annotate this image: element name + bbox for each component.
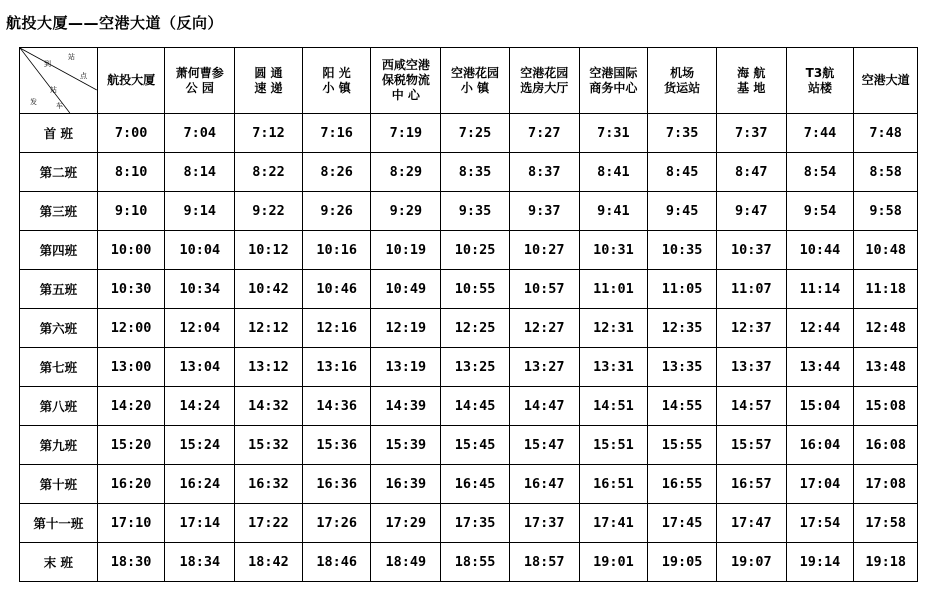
- time-cell: 16:39: [371, 465, 441, 504]
- time-cell: 13:00: [97, 348, 165, 387]
- time-cell: 15:55: [648, 426, 717, 465]
- station-header: [302, 48, 371, 114]
- trip-label: 第十班: [20, 465, 98, 504]
- trip-label: 第八班: [20, 387, 98, 426]
- corner-label: 点: [80, 72, 87, 80]
- time-cell: 8:35: [441, 153, 510, 192]
- time-cell: 7:00: [97, 114, 165, 153]
- time-cell: 13:48: [854, 348, 918, 387]
- time-cell: 11:01: [579, 270, 648, 309]
- time-cell: 11:05: [648, 270, 717, 309]
- time-cell: 10:19: [371, 231, 441, 270]
- time-cell: 7:48: [854, 114, 918, 153]
- table-row: [20, 426, 918, 465]
- time-cell: 17:54: [786, 504, 854, 543]
- time-cell: 14:55: [648, 387, 717, 426]
- time-cell: 14:32: [235, 387, 303, 426]
- station-name: 空港大道: [861, 73, 910, 87]
- time-cell: 12:16: [302, 309, 371, 348]
- time-cell: 13:04: [165, 348, 235, 387]
- time-cell: 12:31: [579, 309, 648, 348]
- table-row: [20, 192, 918, 231]
- time-cell: 7:37: [716, 114, 786, 153]
- time-cell: 13:25: [441, 348, 510, 387]
- time-cell: 10:42: [235, 270, 303, 309]
- time-cell: 16:45: [441, 465, 510, 504]
- time-cell: 8:22: [235, 153, 303, 192]
- time-cell: 16:24: [165, 465, 235, 504]
- time-cell: 19:14: [786, 543, 854, 582]
- time-cell: 9:10: [97, 192, 165, 231]
- table-row: [20, 348, 918, 387]
- time-cell: 14:47: [509, 387, 579, 426]
- time-cell: 13:16: [302, 348, 371, 387]
- station-header: [509, 48, 579, 114]
- time-cell: 19:07: [716, 543, 786, 582]
- time-cell: 13:44: [786, 348, 854, 387]
- time-cell: 16:47: [509, 465, 579, 504]
- trip-label: 第二班: [20, 153, 98, 192]
- time-cell: 17:10: [97, 504, 165, 543]
- time-cell: 17:37: [509, 504, 579, 543]
- time-cell: 14:57: [716, 387, 786, 426]
- trip-label: 第三班: [20, 192, 98, 231]
- time-cell: 10:31: [579, 231, 648, 270]
- time-cell: 18:34: [165, 543, 235, 582]
- time-cell: 10:25: [441, 231, 510, 270]
- time-cell: 19:18: [854, 543, 918, 582]
- time-cell: 7:44: [786, 114, 854, 153]
- time-cell: 10:34: [165, 270, 235, 309]
- time-cell: 14:20: [97, 387, 165, 426]
- time-cell: 18:49: [371, 543, 441, 582]
- time-cell: 12:19: [371, 309, 441, 348]
- trip-label: 第六班: [20, 309, 98, 348]
- time-cell: 8:26: [302, 153, 371, 192]
- time-cell: 18:57: [509, 543, 579, 582]
- timetable: [19, 47, 918, 582]
- time-cell: 16:36: [302, 465, 371, 504]
- header-row: [20, 48, 918, 114]
- time-cell: 19:01: [579, 543, 648, 582]
- time-cell: 10:27: [509, 231, 579, 270]
- station-header: [371, 48, 441, 114]
- time-cell: 10:55: [441, 270, 510, 309]
- corner-label: 站: [68, 53, 75, 61]
- trip-label: 第九班: [20, 426, 98, 465]
- time-cell: 10:04: [165, 231, 235, 270]
- time-cell: 17:14: [165, 504, 235, 543]
- time-cell: 12:48: [854, 309, 918, 348]
- time-cell: 8:47: [716, 153, 786, 192]
- time-cell: 8:37: [509, 153, 579, 192]
- time-cell: 13:19: [371, 348, 441, 387]
- page-title: 航投大厦——空港大道（反向）: [6, 14, 224, 32]
- time-cell: 17:29: [371, 504, 441, 543]
- time-cell: 17:47: [716, 504, 786, 543]
- station-name: 圆 通 速 递: [254, 65, 283, 95]
- time-cell: 11:18: [854, 270, 918, 309]
- time-cell: 9:22: [235, 192, 303, 231]
- time-cell: 10:12: [235, 231, 303, 270]
- time-cell: 17:41: [579, 504, 648, 543]
- corner-label: 到: [44, 60, 51, 68]
- time-cell: 15:24: [165, 426, 235, 465]
- time-cell: 7:35: [648, 114, 717, 153]
- time-cell: 7:27: [509, 114, 579, 153]
- corner-label: 发: [30, 98, 37, 106]
- corner-cell: [20, 48, 98, 114]
- time-cell: 7:19: [371, 114, 441, 153]
- time-cell: 10:48: [854, 231, 918, 270]
- station-header: [97, 48, 165, 114]
- table-row: [20, 543, 918, 582]
- time-cell: 9:41: [579, 192, 648, 231]
- trip-label: 第四班: [20, 231, 98, 270]
- time-cell: 9:14: [165, 192, 235, 231]
- time-cell: 8:14: [165, 153, 235, 192]
- time-cell: 10:44: [786, 231, 854, 270]
- time-cell: 9:47: [716, 192, 786, 231]
- time-cell: 17:08: [854, 465, 918, 504]
- time-cell: 16:08: [854, 426, 918, 465]
- table-row: [20, 270, 918, 309]
- time-cell: 16:51: [579, 465, 648, 504]
- time-cell: 7:31: [579, 114, 648, 153]
- corner-label: 站: [50, 86, 57, 94]
- station-name: 阳 光 小 镇: [322, 65, 351, 95]
- time-cell: 17:35: [441, 504, 510, 543]
- station-header: [786, 48, 854, 114]
- station-header: [165, 48, 235, 114]
- time-cell: 7:16: [302, 114, 371, 153]
- station-header: [716, 48, 786, 114]
- time-cell: 15:39: [371, 426, 441, 465]
- time-cell: 13:31: [579, 348, 648, 387]
- time-cell: 9:54: [786, 192, 854, 231]
- station-name: 空港花园 选房大厅: [520, 65, 569, 95]
- time-cell: 14:39: [371, 387, 441, 426]
- time-cell: 16:32: [235, 465, 303, 504]
- time-cell: 8:41: [579, 153, 648, 192]
- time-cell: 14:24: [165, 387, 235, 426]
- time-cell: 11:14: [786, 270, 854, 309]
- table-row: [20, 465, 918, 504]
- time-cell: 11:07: [716, 270, 786, 309]
- time-cell: 14:51: [579, 387, 648, 426]
- trip-label: 末 班: [20, 543, 98, 582]
- time-cell: 10:46: [302, 270, 371, 309]
- time-cell: 19:05: [648, 543, 717, 582]
- corner-label: 车: [56, 102, 63, 110]
- time-cell: 10:49: [371, 270, 441, 309]
- time-cell: 18:55: [441, 543, 510, 582]
- time-cell: 7:04: [165, 114, 235, 153]
- time-cell: 17:58: [854, 504, 918, 543]
- trip-label: 首 班: [20, 114, 98, 153]
- time-cell: 17:04: [786, 465, 854, 504]
- table-row: [20, 153, 918, 192]
- station-name: 空港国际 商务中心: [589, 65, 638, 95]
- time-cell: 12:12: [235, 309, 303, 348]
- time-cell: 12:27: [509, 309, 579, 348]
- time-cell: 10:30: [97, 270, 165, 309]
- time-cell: 15:47: [509, 426, 579, 465]
- time-cell: 18:42: [235, 543, 303, 582]
- time-cell: 17:45: [648, 504, 717, 543]
- time-cell: 12:37: [716, 309, 786, 348]
- time-cell: 14:36: [302, 387, 371, 426]
- time-cell: 13:12: [235, 348, 303, 387]
- time-cell: 12:25: [441, 309, 510, 348]
- station-header: [441, 48, 510, 114]
- time-cell: 12:04: [165, 309, 235, 348]
- time-cell: 8:45: [648, 153, 717, 192]
- station-header: [854, 48, 918, 114]
- time-cell: 8:58: [854, 153, 918, 192]
- time-cell: 10:57: [509, 270, 579, 309]
- time-cell: 9:37: [509, 192, 579, 231]
- time-cell: 10:16: [302, 231, 371, 270]
- time-cell: 10:00: [97, 231, 165, 270]
- time-cell: 12:35: [648, 309, 717, 348]
- time-cell: 7:25: [441, 114, 510, 153]
- time-cell: 9:35: [441, 192, 510, 231]
- time-cell: 9:45: [648, 192, 717, 231]
- time-cell: 9:26: [302, 192, 371, 231]
- station-header: [235, 48, 303, 114]
- time-cell: 12:00: [97, 309, 165, 348]
- time-cell: 16:20: [97, 465, 165, 504]
- time-cell: 13:35: [648, 348, 717, 387]
- time-cell: 8:10: [97, 153, 165, 192]
- time-cell: 13:37: [716, 348, 786, 387]
- station-name: 航投大厦: [107, 73, 156, 87]
- time-cell: 8:54: [786, 153, 854, 192]
- time-cell: 7:12: [235, 114, 303, 153]
- station-name: 机场 货运站: [664, 65, 701, 95]
- station-header: [648, 48, 717, 114]
- time-cell: 15:04: [786, 387, 854, 426]
- time-cell: 9:58: [854, 192, 918, 231]
- time-cell: 10:37: [716, 231, 786, 270]
- time-cell: 18:46: [302, 543, 371, 582]
- time-cell: 12:44: [786, 309, 854, 348]
- trip-label: 第七班: [20, 348, 98, 387]
- time-cell: 18:30: [97, 543, 165, 582]
- trip-label: 第五班: [20, 270, 98, 309]
- time-cell: 14:45: [441, 387, 510, 426]
- station-header: [579, 48, 648, 114]
- table-row: [20, 309, 918, 348]
- station-name: 海 航 基 地: [737, 65, 766, 95]
- table-row: [20, 387, 918, 426]
- time-cell: 17:22: [235, 504, 303, 543]
- time-cell: 15:57: [716, 426, 786, 465]
- time-cell: 16:57: [716, 465, 786, 504]
- table-row: [20, 231, 918, 270]
- table-row: [20, 504, 918, 543]
- station-name: T3航 站楼: [805, 65, 835, 95]
- station-name: 萧何曹参 公 园: [175, 65, 224, 95]
- time-cell: 15:36: [302, 426, 371, 465]
- station-name: 西咸空港 保税物流 中 心: [381, 58, 430, 102]
- time-cell: 8:29: [371, 153, 441, 192]
- table-row: [20, 114, 918, 153]
- time-cell: 9:29: [371, 192, 441, 231]
- time-cell: 10:35: [648, 231, 717, 270]
- time-cell: 15:51: [579, 426, 648, 465]
- time-cell: 17:26: [302, 504, 371, 543]
- time-cell: 15:45: [441, 426, 510, 465]
- time-cell: 16:04: [786, 426, 854, 465]
- time-cell: 15:32: [235, 426, 303, 465]
- time-cell: 15:20: [97, 426, 165, 465]
- time-cell: 13:27: [509, 348, 579, 387]
- trip-label: 第十一班: [20, 504, 98, 543]
- time-cell: 15:08: [854, 387, 918, 426]
- station-name: 空港花园 小 镇: [451, 65, 500, 95]
- time-cell: 16:55: [648, 465, 717, 504]
